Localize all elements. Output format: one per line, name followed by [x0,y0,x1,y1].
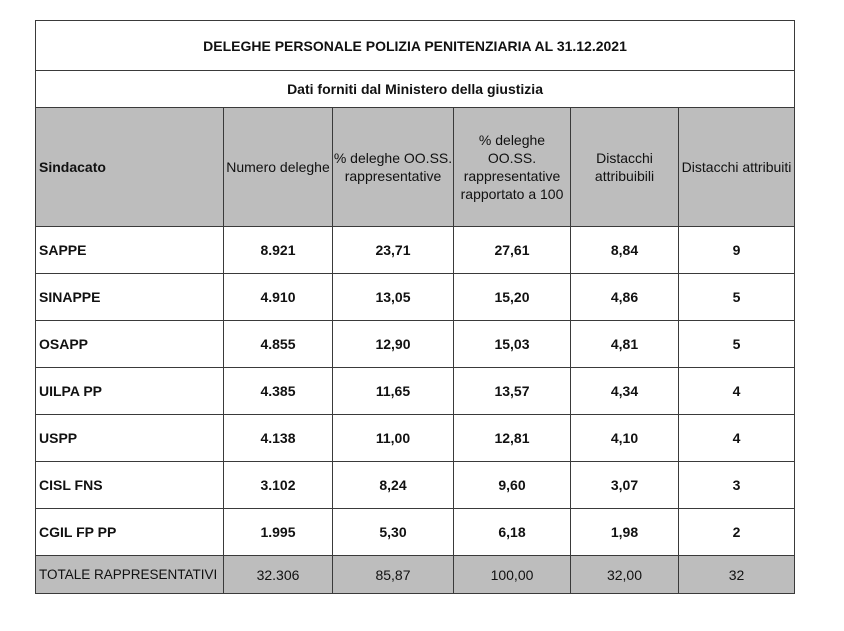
cell-sindacato: SINAPPE [36,274,224,321]
cell-perc: 23,71 [333,227,454,274]
cell-perc: 11,00 [333,415,454,462]
cell-numero: 1.995 [224,509,333,556]
cell-attribuibili: 8,84 [571,227,679,274]
total-numero: 32.306 [224,556,333,594]
cell-attribuiti: 5 [679,274,795,321]
cell-numero: 4.855 [224,321,333,368]
cell-attribuibili: 1,98 [571,509,679,556]
delegations-table [35,20,795,594]
cell-sindacato: UILPA PP [36,368,224,415]
total-perc: 85,87 [333,556,454,594]
total-perc100: 100,00 [454,556,571,594]
cell-attribuibili: 4,10 [571,415,679,462]
cell-numero: 4.385 [224,368,333,415]
cell-perc100: 15,20 [454,274,571,321]
table-title: DELEGHE PERSONALE POLIZIA PENITENZIARIA AL 31.12.2021 [36,21,795,71]
cell-perc: 8,24 [333,462,454,509]
cell-numero: 4.138 [224,415,333,462]
header-sindacato: Sindacato [36,108,224,227]
cell-perc100: 6,18 [454,509,571,556]
cell-perc100: 13,57 [454,368,571,415]
cell-attribuibili: 4,81 [571,321,679,368]
table-subtitle: Dati forniti dal Ministero della giustizia [36,71,795,108]
table-row [36,368,795,415]
table-row [36,462,795,509]
cell-perc: 13,05 [333,274,454,321]
cell-perc100: 27,61 [454,227,571,274]
cell-attribuiti: 4 [679,415,795,462]
total-attribuibili: 32,00 [571,556,679,594]
table-row [36,415,795,462]
header-distacchi-attribuiti: Distacchi attribuiti [679,108,795,227]
cell-perc: 12,90 [333,321,454,368]
cell-perc: 11,65 [333,368,454,415]
header-row [36,108,795,227]
total-label: TOTALE RAPPRESENTATIVI [36,556,224,594]
total-row [36,556,795,594]
cell-sindacato: CISL FNS [36,462,224,509]
cell-attribuibili: 3,07 [571,462,679,509]
cell-attribuiti: 2 [679,509,795,556]
cell-sindacato: SAPPE [36,227,224,274]
cell-sindacato: CGIL FP PP [36,509,224,556]
header-numero-deleghe: Numero deleghe [224,108,333,227]
cell-perc100: 9,60 [454,462,571,509]
cell-sindacato: USPP [36,415,224,462]
cell-numero: 4.910 [224,274,333,321]
header-perc-deleghe-100: % deleghe OO.SS. rappresentative rapportato a 100 [454,108,571,227]
header-distacchi-attribuibili: Distacchi attribuibili [571,108,679,227]
cell-sindacato: OSAPP [36,321,224,368]
cell-attribuiti: 3 [679,462,795,509]
cell-perc: 5,30 [333,509,454,556]
cell-attribuiti: 4 [679,368,795,415]
cell-perc100: 15,03 [454,321,571,368]
total-attribuiti: 32 [679,556,795,594]
table-row [36,227,795,274]
cell-attribuibili: 4,86 [571,274,679,321]
cell-attribuiti: 5 [679,321,795,368]
cell-numero: 8.921 [224,227,333,274]
cell-numero: 3.102 [224,462,333,509]
cell-attribuibili: 4,34 [571,368,679,415]
cell-perc100: 12,81 [454,415,571,462]
table-row [36,274,795,321]
table-row [36,509,795,556]
header-perc-deleghe: % deleghe OO.SS. rappresentative [333,108,454,227]
cell-attribuiti: 9 [679,227,795,274]
table-row [36,321,795,368]
